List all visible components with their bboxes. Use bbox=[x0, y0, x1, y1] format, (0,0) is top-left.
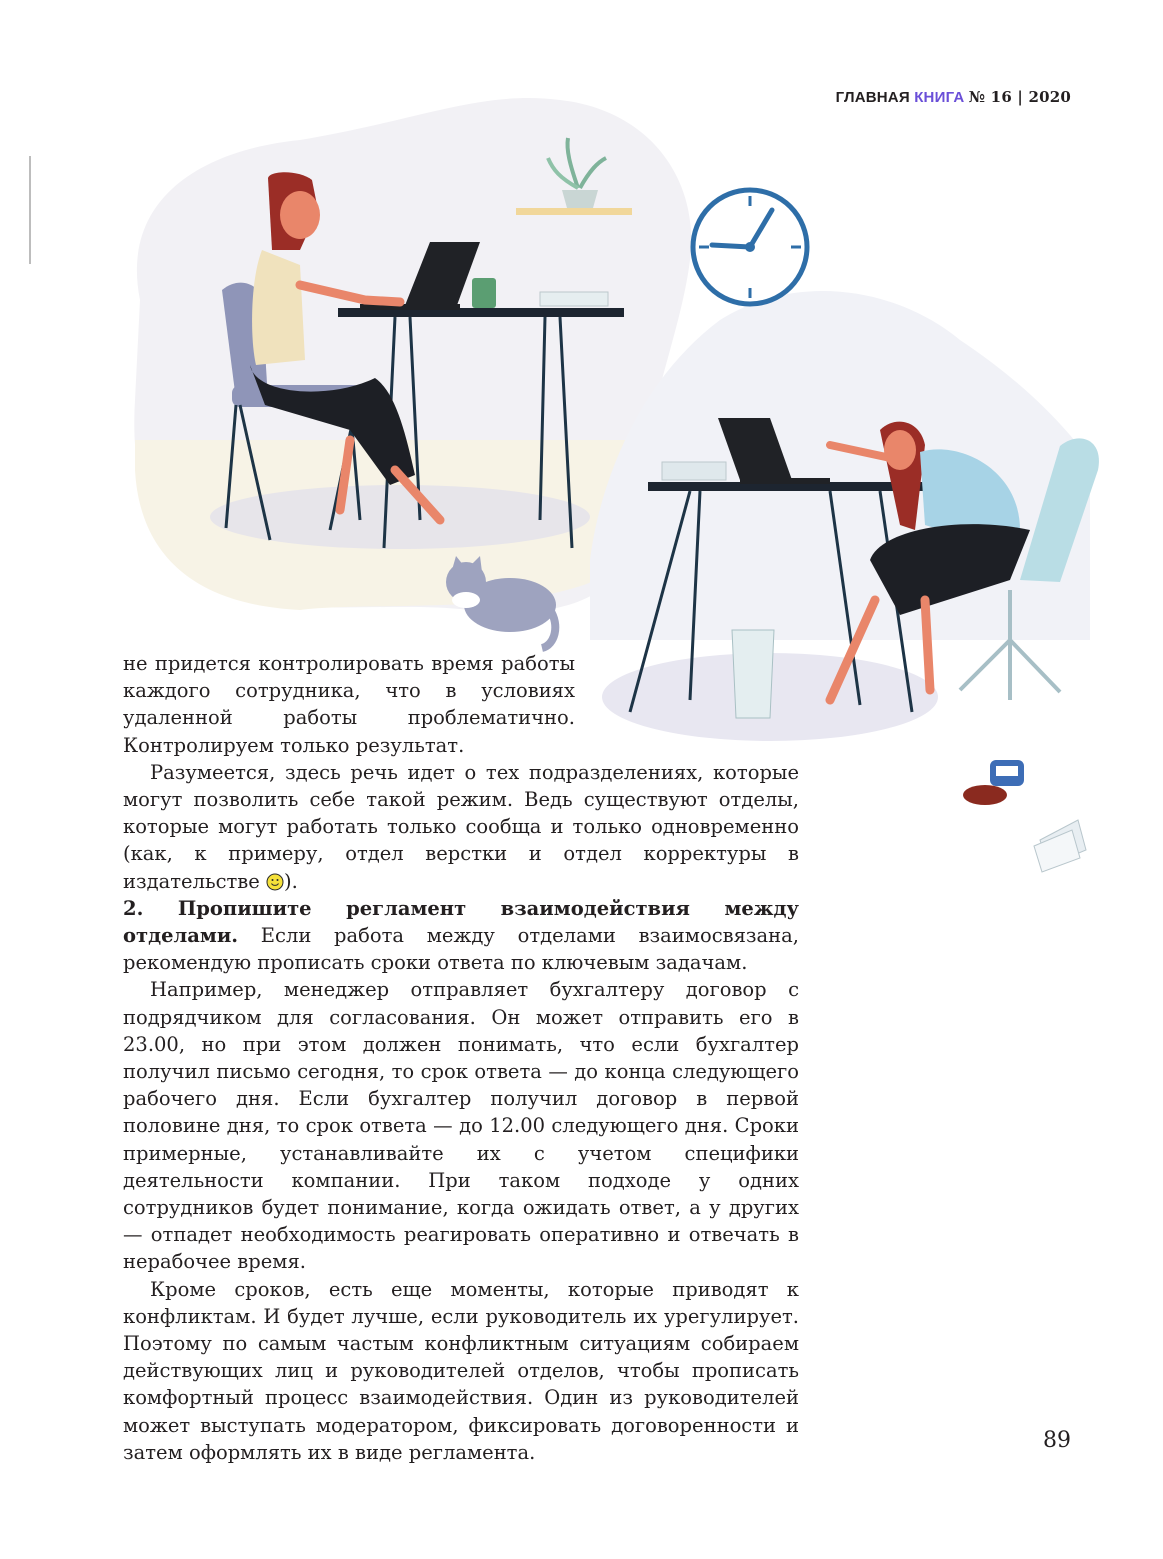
paragraph-2-end: ). bbox=[284, 869, 298, 893]
article-body bbox=[123, 650, 799, 1466]
paragraph-3-text: Если работа между отделами взаимосвязана, рекомендую прописать сроки ответа по ключевым задачам. bbox=[123, 924, 799, 975]
paragraph-2-text: Разумеется, здесь речь идет о тех подразделениях, которые могут позволить себе такой режим. Ведь существуют отделы, которые могут работать только сообща и только одновременно (как, к примеру, отдел верстки и отдел корректуры в издательстве bbox=[123, 760, 799, 893]
clock-icon bbox=[693, 190, 807, 304]
spilled-bag-icon bbox=[963, 760, 1024, 805]
page-number: 89 bbox=[1043, 1428, 1071, 1453]
papers-icon bbox=[1034, 820, 1086, 872]
paragraph-2 bbox=[123, 759, 799, 895]
paragraph-3 bbox=[123, 895, 799, 977]
paragraph-4: Например, менеджер отправляет бухгалтеру договор с подрядчиком для согласования. Он может отправить его в 23.00, но при этом должен понимать, что если бухгалтер получил письмо сегодня, то срок ответа — до конца следующего рабочего дня. Если бухгалтер получил договор в первой половине дня, то срок ответа — до 12.00 следующего дня. Сроки примерные, устанавливайте их с учетом специфики деятельности компании. При таком подходе у одних сотрудников будет понимание, когда ожидать ответ, а у других — отпадет необходимость реагировать оперативно и отвечать в нерабочее время. bbox=[123, 978, 799, 1274]
header-brand-part2: КНИГА bbox=[914, 89, 965, 106]
header-brand-part1: ГЛАВНАЯ bbox=[835, 89, 910, 106]
paragraph-1: не придется контролировать время работы каждого сотрудника, что в условиях удаленной работы проблематично. Контролируем только результат. bbox=[123, 652, 575, 757]
paragraph-5: Кроме сроков, есть еще моменты, которые приводят к конфликтам. И будет лучше, если руководитель их урегулирует. Поэтому по самым частым конфликтным ситуациям собираем действующих лиц и руководителей отделов, чтобы прописать комфортный процесс взаимодействия. Один из руководителей может выступать модератором, фиксировать договоренности и затем оформлять их в виде регламента. bbox=[123, 1277, 799, 1464]
section-heading-2: 2. Пропишите регламент взаимодействия между отделами. bbox=[123, 896, 799, 948]
smiley-icon bbox=[266, 873, 284, 891]
header-issue: № 16 | 2020 bbox=[968, 88, 1071, 106]
